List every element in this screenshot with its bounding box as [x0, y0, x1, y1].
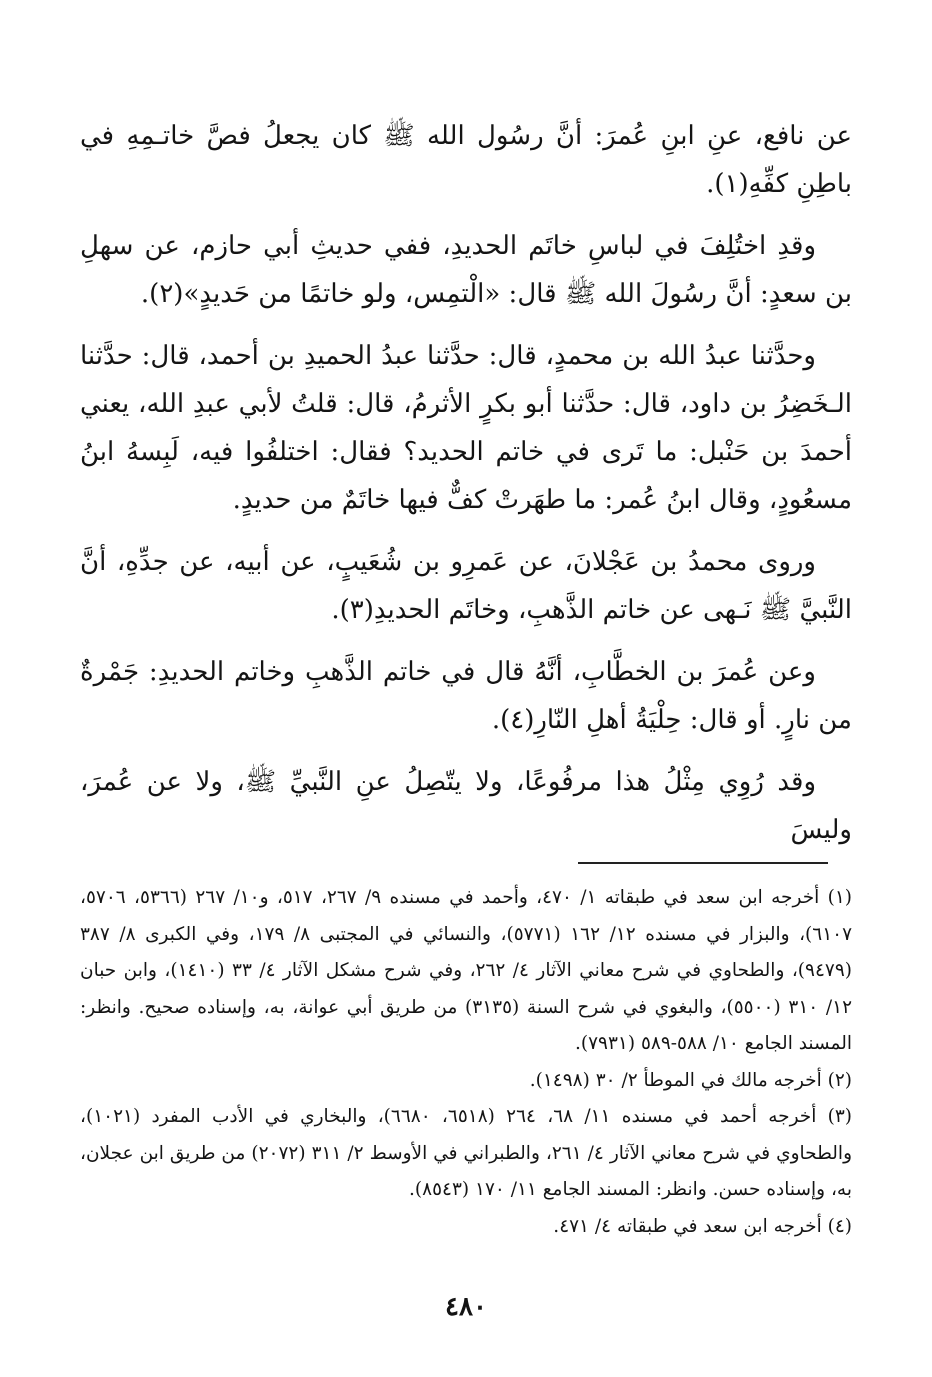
paragraph-4: وروى محمدُ بن عَجْلانَ، عن عَمرِو بن شُعَيبٍ، عن أبيه، عن جدِّهِ، أنَّ النَّبيَّ ﷺ نَـهى عن خاتم الذَّهبِ، وخاتَم الحديدِ(٣).	[80, 547, 852, 625]
footnotes	[80, 880, 852, 1245]
footnote-4: (٤) أخرجه ابن سعد في طبقاته ٤/ ٤٧١.	[553, 1215, 852, 1237]
main-text	[80, 112, 852, 868]
paragraph-3: وحدَّثنا عبدُ الله بن محمدٍ، قال: حدَّثنا عبدُ الحميدِ بن أحمد، قال: حدَّثنا الـخَضِرُ بن داود، قال: حدَّثنا أبو بكرٍ الأثرمُ، قال: قلتُ لأبي عبدِ الله، يعني أحمدَ بن حَنْبل: ما تَرى في خاتم الحديد؟ فقال: اختلفُوا فيه، لَبِسهُ ابنُ مسعُودٍ، وقال ابنُ عُمر: ما طهَرتْ كفٌّ فيها خاتَمٌ من حديدٍ.	[80, 341, 852, 515]
footnote-1: (١) أخرجه ابن سعد في طبقاته ١/ ٤٧٠، وأحمد في مسنده ٩/ ٢٦٧، ٥١٧، و١٠/ ٢٦٧ (٥٣٦٦، ٥٧٠٦، ٦١٠٧)، والبزار في مسنده ١٢/ ١٦٢ (٥٧٧١)، والنسائي في المجتبى ٨/ ١٧٩، وفي الكبرى ٨/ ٣٨٧ (٩٤٧٩)، والطحاوي في شرح معاني الآثار ٤/ ٢٦٢، وفي شرح مشكل الآثار ٤/ ٣٣ (١٤١٠)، وابن حبان ١٢/ ٣١٠ (٥٥٠٠)، والبغوي في شرح السنة (٣١٣٥) من طريق أبي عوانة، به، وإسناده صحيح. وانظر: المسند الجامع ١٠/ ٥٨٨-٥٨٩ (٧٩٣١).	[80, 887, 853, 1054]
paragraph-2: وقدِ اختُلِفَ في لباسِ خاتَم الحديدِ، ففي حديثِ أبي حازم، عن سهلِ بن سعدٍ: أنَّ رسُولَ الله ﷺ قال: «الْتمِس، ولو خاتمًا من حَديدٍ»(٢).	[80, 231, 852, 309]
page-number: ٤٨٠	[445, 1292, 487, 1322]
footnote-2: (٢) أخرجه مالك في الموطأ ٢/ ٣٠ (١٤٩٨).	[529, 1069, 852, 1091]
paragraph-1: عن نافع، عنِ ابنِ عُمرَ: أنَّ رسُول الله ﷺ كان يجعلُ فصَّ خاتـمِهِ في باطِنِ كفِّهِ(١).	[80, 121, 852, 199]
paragraph-5: وعن عُمرَ بن الخطَّابِ، أنَّهُ قال في خاتم الذَّهبِ وخاتم الحديدِ: جَمْرةٌ من نارٍ. أو قال: حِلْيَةُ أهلِ النّارِ(٤).	[80, 657, 852, 735]
footnote-3: (٣) أخرجه أحمد في مسنده ١١/ ٦٨، ٢٦٤ (٦٥١٨، ٦٦٨٠)، والبخاري في الأدب المفرد (١٠٢١)، والطحاوي في شرح معاني الآثار ٤/ ٢٦١، والطبراني في الأوسط ٢/ ٣١١ (٢٠٧٢) من طريق ابن عجلان، به، وإسناده حسن. وانظر: المسند الجامع ١١/ ١٧٠ (٨٥٤٣).	[80, 1106, 853, 1200]
footnote-divider	[578, 862, 828, 864]
paragraph-6: وقد رُوِي مِثْلُ هذا مرفُوعًا، ولا يتّصِلُ عنِ النَّبيِّ ﷺ، ولا عن عُمرَ، وليسَ	[80, 767, 852, 845]
